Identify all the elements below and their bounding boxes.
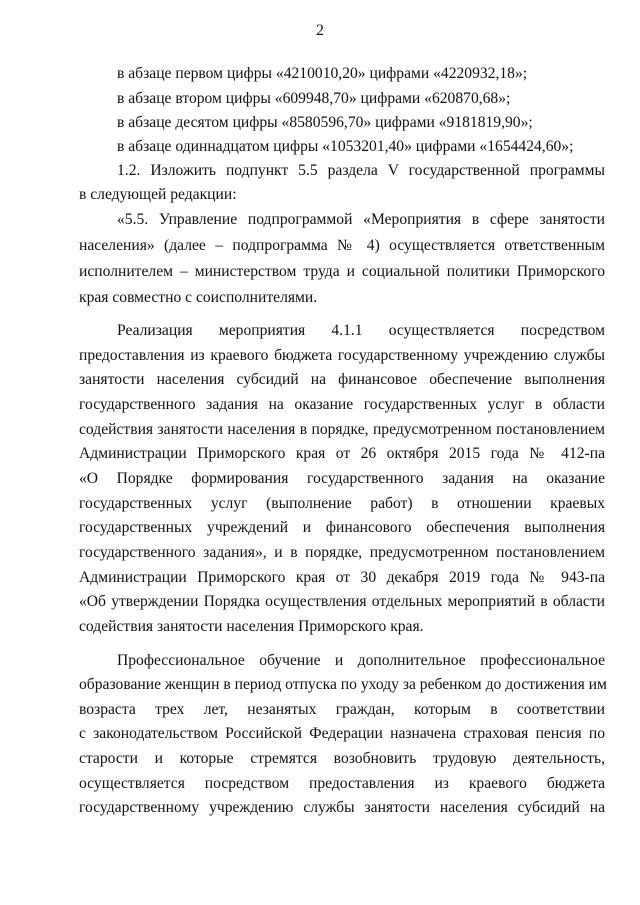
para-training-line: осуществляется посредством предоставления из краевого бюджета: [79, 775, 605, 792]
para-4-1-1-line: «Об утверждении Порядка осуществления отдельных мероприятий в области: [79, 593, 605, 610]
para-4-1-1-line: государственных услуг (выполнение работ) в отношении краевых: [79, 495, 605, 512]
item-1-2-line: 1.2. Изложить подпункт 5.5 раздела V государственной программы: [117, 162, 605, 179]
para-4-1-1-line: государственного задания», и в порядке, предусмотренном постановлением: [79, 544, 605, 561]
para-5-5-line: края совместно с соисполнителями.: [79, 289, 318, 306]
amendment-line: в абзаце одиннадцатом цифры «1053201,40» цифрами «1654424,60»;: [117, 138, 574, 155]
amendment-line: в абзаце десятом цифры «8580596,70» цифрами «9181819,90»;: [117, 114, 533, 131]
para-4-1-1-line: предоставления из краевого бюджета государственному учреждению службы: [79, 347, 605, 364]
para-4-1-1-line: Администрации Приморского края от 26 октября 2015 года № 412-па: [79, 445, 605, 462]
para-training-line: образование женщин в период отпуска по уходу за ребенком до достижения им: [79, 676, 607, 693]
para-5-5-line: «5.5. Управление подпрограммой «Мероприятия в сфере занятости: [117, 211, 605, 228]
amendment-line: в абзаце первом цифры «4210010,20» цифрами «4220932,18»;: [117, 65, 528, 82]
para-4-1-1-line: Реализация мероприятия 4.1.1 осуществляется посредством: [117, 322, 605, 339]
para-4-1-1-line: государственных учреждений и финансового обеспечения выполнения: [79, 519, 605, 536]
para-4-1-1-line: «О Порядке формирования государственного задания на оказание: [79, 470, 605, 487]
item-1-2-line: в следующей редакции:: [79, 186, 237, 203]
para-4-1-1-line: государственного задания на оказание государственных услуг в области: [79, 396, 605, 413]
para-training-line: возраста трех лет, незанятых граждан, которым в соответствии: [79, 701, 605, 718]
page-number: 2: [316, 22, 324, 39]
para-4-1-1-line: занятости населения субсидий на финансовое обеспечение выполнения: [79, 371, 605, 388]
para-training-line: государственному учреждению службы занятости населения субсидий на: [79, 799, 605, 816]
amendment-line: в абзаце втором цифры «609948,70» цифрами «620870,68»;: [117, 90, 511, 107]
para-training-line: Профессиональное обучение и дополнительное профессиональное: [117, 652, 605, 669]
para-training-line: старости и которые стремятся возобновить трудовую деятельность,: [79, 750, 605, 767]
para-training-line: с законодательством Российской Федерации назначена страховая пенсия по: [79, 725, 605, 742]
para-5-5-line: населения» (далее – подпрограмма № 4) осуществляется ответственным: [79, 237, 605, 254]
para-4-1-1-line: содействия занятости населения Приморского края.: [79, 618, 424, 635]
para-4-1-1-line: Администрации Приморского края от 30 декабря 2019 года № 943-па: [79, 569, 605, 586]
para-5-5-line: исполнителем – министерством труда и социальной политики Приморского: [79, 263, 605, 280]
para-4-1-1-line: содействия занятости населения в порядке, предусмотренном постановлением: [79, 421, 605, 438]
